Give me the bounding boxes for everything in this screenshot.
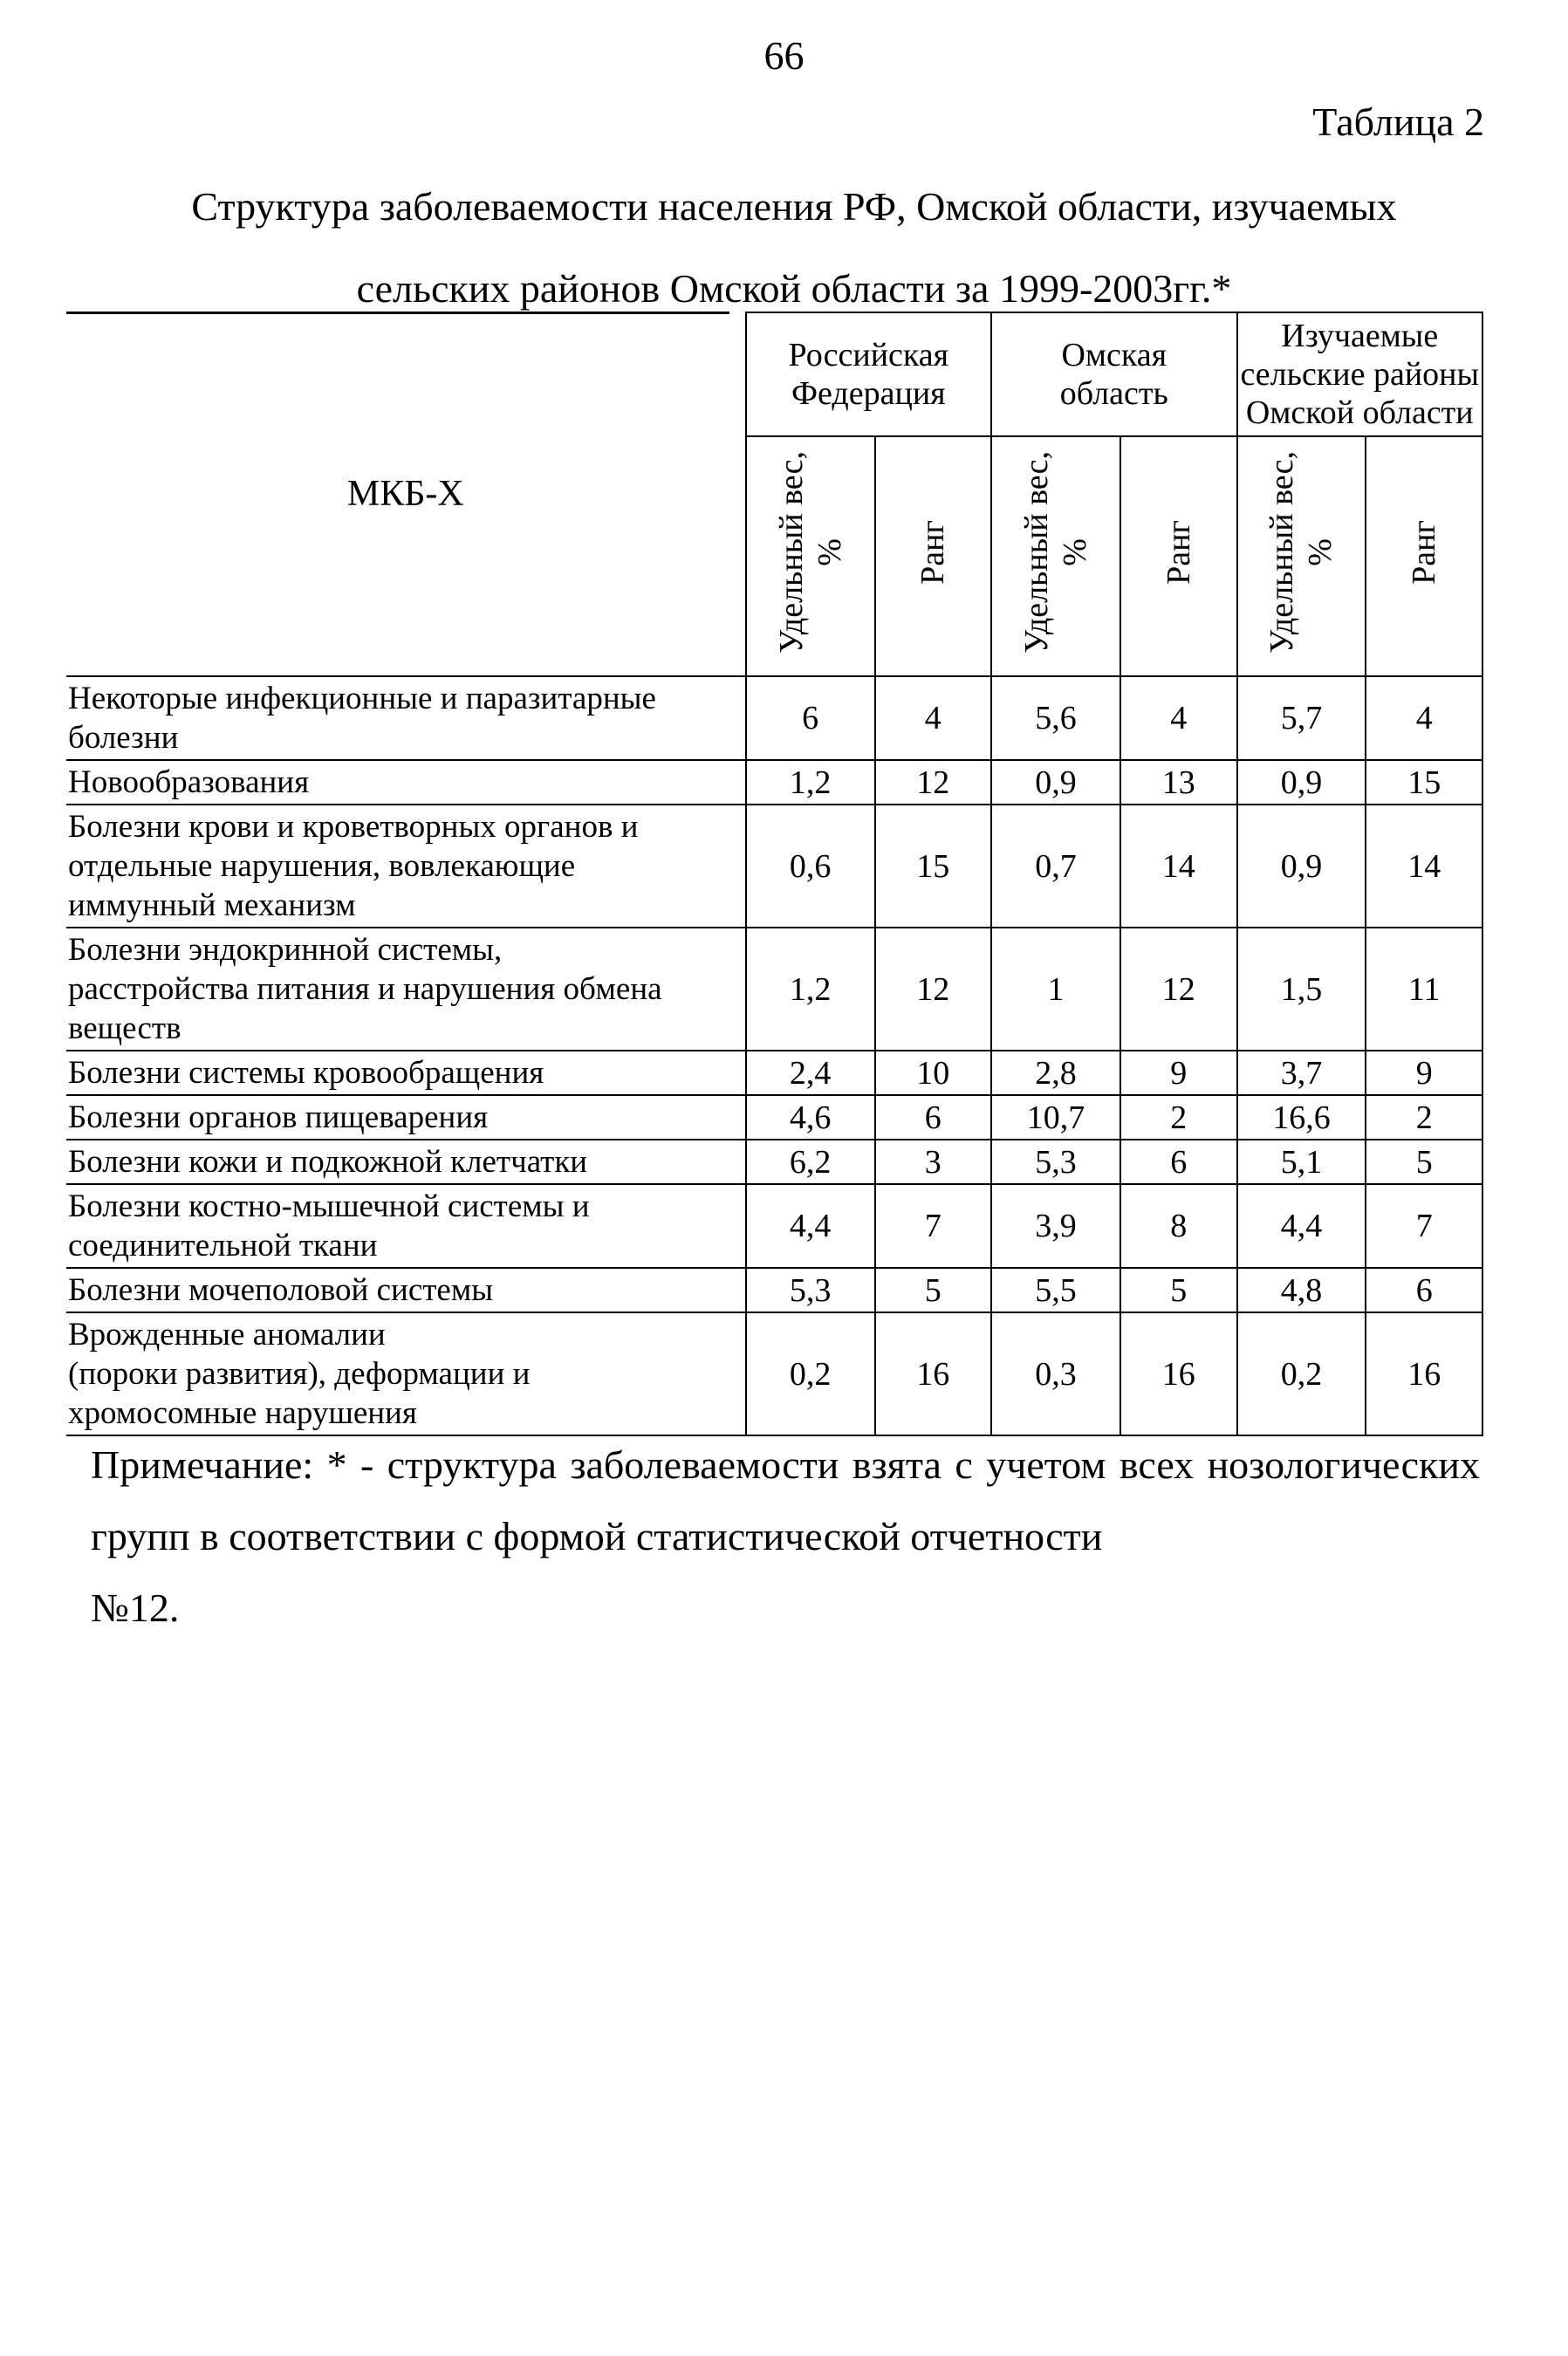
table-row bbox=[66, 676, 1482, 760]
share-cell: 5,6 bbox=[991, 676, 1120, 760]
share-cell: 0,3 bbox=[991, 1312, 1120, 1435]
rank-cell: 13 bbox=[1120, 760, 1237, 805]
rank-cell: 7 bbox=[875, 1184, 992, 1268]
rank-cell: 2 bbox=[1120, 1095, 1237, 1140]
disease-group-line: Новообразования bbox=[68, 764, 310, 800]
table-row bbox=[66, 1184, 1482, 1268]
share-cell: 4,6 bbox=[746, 1095, 875, 1140]
share-cell: 1,2 bbox=[746, 760, 875, 805]
rank-cell: 6 bbox=[1366, 1268, 1482, 1312]
rank-cell: 12 bbox=[875, 928, 992, 1051]
disease-group-line: Болезни органов пищеварения bbox=[68, 1099, 489, 1135]
share-cell: 0,2 bbox=[1237, 1312, 1366, 1435]
disease-group-line: Врожденные аномалии bbox=[68, 1317, 386, 1353]
icd-header: МКБ-Х bbox=[66, 312, 746, 676]
rank-cell: 14 bbox=[1120, 805, 1237, 928]
share-header: Удельный вес, % bbox=[746, 436, 875, 676]
table-title-line-1: Структура заболеваемости населения РФ, Омской области, изучаемых bbox=[191, 184, 1397, 229]
share-cell: 1 bbox=[991, 928, 1120, 1051]
share-cell: 0,6 bbox=[746, 805, 875, 928]
share-cell: 3,9 bbox=[991, 1184, 1120, 1268]
share-cell: 4,4 bbox=[746, 1184, 875, 1268]
table-row bbox=[66, 760, 1482, 805]
disease-group-cell bbox=[66, 1312, 746, 1435]
footnote: Примечание: * - структура заболеваемости взята с учетом всех нозологических групп в соответствии с формой статистической отчетности bbox=[91, 1442, 1480, 1558]
share-cell: 0,9 bbox=[991, 760, 1120, 805]
table-row bbox=[66, 1051, 1482, 1095]
rank-header: Ранг bbox=[1366, 436, 1482, 676]
morbidity-table bbox=[66, 312, 1483, 1436]
share-header: Удельный вес, % bbox=[991, 436, 1120, 676]
share-cell: 5,1 bbox=[1237, 1140, 1366, 1184]
share-cell: 16,6 bbox=[1237, 1095, 1366, 1140]
table-title-line-2: сельских районов Омской области за 1999-2003гг.* bbox=[356, 266, 1232, 311]
disease-group-cell bbox=[66, 676, 746, 760]
rank-cell: 5 bbox=[875, 1268, 992, 1312]
rank-cell: 16 bbox=[875, 1312, 992, 1435]
share-cell: 4,4 bbox=[1237, 1184, 1366, 1268]
page-number: 66 bbox=[763, 33, 805, 78]
disease-group-cell bbox=[66, 1140, 746, 1184]
disease-group-line: соединительной ткани bbox=[68, 1228, 378, 1264]
rank-cell: 2 bbox=[1366, 1095, 1482, 1140]
disease-group-line: Болезни эндокринной системы, bbox=[68, 932, 503, 968]
rank-cell: 4 bbox=[875, 676, 992, 760]
rank-cell: 14 bbox=[1366, 805, 1482, 928]
share-cell: 0,9 bbox=[1237, 760, 1366, 805]
rank-cell: 10 bbox=[875, 1051, 992, 1095]
rank-header: Ранг bbox=[875, 436, 992, 676]
disease-group-line: расстройства питания и нарушения обмена bbox=[68, 971, 662, 1007]
rank-cell: 7 bbox=[1366, 1184, 1482, 1268]
share-cell: 6 bbox=[746, 676, 875, 760]
disease-group-line: Некоторые инфекционные и паразитарные bbox=[68, 681, 656, 716]
table-label: Таблица 2 bbox=[1312, 99, 1484, 144]
share-cell: 0,2 bbox=[746, 1312, 875, 1435]
disease-group-line: иммунный механизм bbox=[68, 887, 356, 923]
share-cell: 0,9 bbox=[1237, 805, 1366, 928]
region-header-omsk: Омская область bbox=[991, 312, 1236, 436]
rank-cell: 4 bbox=[1120, 676, 1237, 760]
region-header-rural: Изучаемые сельские районы Омской области bbox=[1237, 312, 1483, 436]
share-cell: 0,7 bbox=[991, 805, 1120, 928]
disease-group-line: Болезни кожи и подкожной клетчатки bbox=[68, 1144, 588, 1180]
disease-group-line: Болезни костно-мышечной системы и bbox=[68, 1188, 590, 1224]
share-cell: 10,7 bbox=[991, 1095, 1120, 1140]
rank-cell: 4 bbox=[1366, 676, 1482, 760]
rank-cell: 5 bbox=[1120, 1268, 1237, 1312]
rank-cell: 5 bbox=[1366, 1140, 1482, 1184]
footnote-last-line: №12. bbox=[91, 1586, 180, 1630]
table-title bbox=[140, 166, 1448, 330]
share-cell: 2,8 bbox=[991, 1051, 1120, 1095]
share-cell: 1,2 bbox=[746, 928, 875, 1051]
rank-header: Ранг bbox=[1120, 436, 1237, 676]
disease-group-line: Болезни мочеполовой системы bbox=[68, 1272, 494, 1308]
disease-group-line: Болезни системы кровообращения bbox=[68, 1055, 544, 1091]
rank-cell: 3 bbox=[875, 1140, 992, 1184]
table-row bbox=[66, 805, 1482, 928]
table-row bbox=[66, 1095, 1482, 1140]
rank-cell: 11 bbox=[1366, 928, 1482, 1051]
share-cell: 5,7 bbox=[1237, 676, 1366, 760]
table-row bbox=[66, 928, 1482, 1051]
table-body bbox=[66, 676, 1482, 1435]
rank-cell: 8 bbox=[1120, 1184, 1237, 1268]
share-cell: 1,5 bbox=[1237, 928, 1366, 1051]
disease-group-line: отдельные нарушения, вовлекающие bbox=[68, 848, 576, 884]
disease-group-line: хромосомные нарушения bbox=[68, 1395, 417, 1431]
rank-cell: 6 bbox=[875, 1095, 992, 1140]
disease-group-line: Болезни крови и кроветворных органов и bbox=[68, 809, 639, 845]
rank-cell: 15 bbox=[1366, 760, 1482, 805]
disease-group-line: болезни bbox=[68, 720, 179, 756]
rank-cell: 12 bbox=[875, 760, 992, 805]
rank-cell: 9 bbox=[1366, 1051, 1482, 1095]
disease-group-line: веществ bbox=[68, 1010, 181, 1046]
share-cell: 4,8 bbox=[1237, 1268, 1366, 1312]
disease-group-cell bbox=[66, 1184, 746, 1268]
disease-group-cell bbox=[66, 760, 746, 805]
rank-cell: 12 bbox=[1120, 928, 1237, 1051]
share-cell: 5,3 bbox=[746, 1268, 875, 1312]
disease-group-cell bbox=[66, 805, 746, 928]
table-row bbox=[66, 1140, 1482, 1184]
rank-cell: 15 bbox=[875, 805, 992, 928]
share-cell: 3,7 bbox=[1237, 1051, 1366, 1095]
region-header-rf: Российская Федерация bbox=[746, 312, 991, 436]
header-row-regions bbox=[66, 312, 1482, 436]
rank-cell: 16 bbox=[1366, 1312, 1482, 1435]
share-cell: 5,3 bbox=[991, 1140, 1120, 1184]
rank-cell: 9 bbox=[1120, 1051, 1237, 1095]
disease-group-cell bbox=[66, 1268, 746, 1312]
share-cell: 2,4 bbox=[746, 1051, 875, 1095]
share-cell: 5,5 bbox=[991, 1268, 1120, 1312]
disease-group-cell bbox=[66, 1095, 746, 1140]
disease-group-cell bbox=[66, 1051, 746, 1095]
table-row bbox=[66, 1312, 1482, 1435]
rank-cell: 16 bbox=[1120, 1312, 1237, 1435]
share-cell: 6,2 bbox=[746, 1140, 875, 1184]
share-header: Удельный вес, % bbox=[1237, 436, 1366, 676]
rank-cell: 6 bbox=[1120, 1140, 1237, 1184]
disease-group-cell bbox=[66, 928, 746, 1051]
disease-group-line: (пороки развития), деформации и bbox=[68, 1356, 531, 1392]
table-row bbox=[66, 1268, 1482, 1312]
